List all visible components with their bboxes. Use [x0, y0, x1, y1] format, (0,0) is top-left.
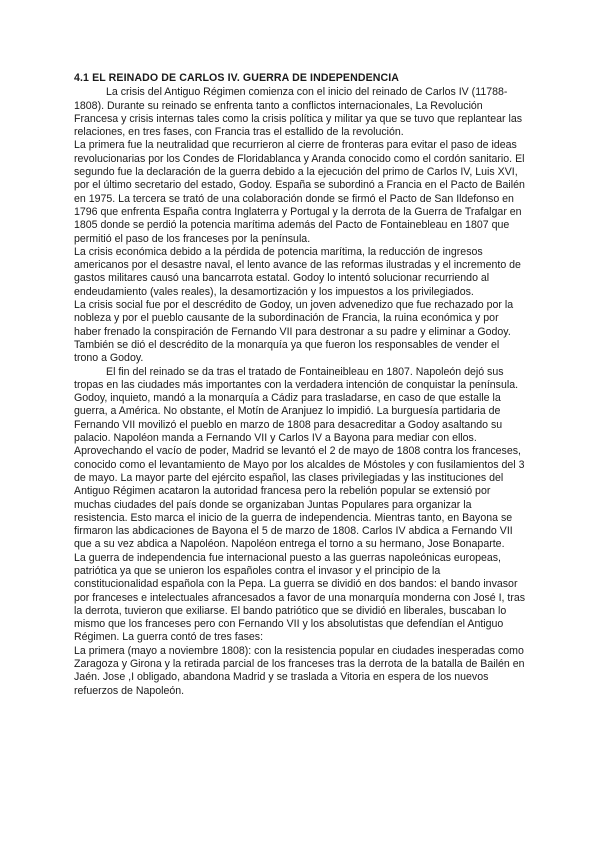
paragraph-social-crisis: La crisis social fue por el descrédito de Godoy, un joven advenedizo que fue rechazado por la nobleza y por el pueblo causante de la subordinación de Francia, la ruina económica y por haber frenado la conspiración de Fernando VII para destronar a su padre y eliminar a Godoy. También se dió el descrédito de la monarquía ya que fueron los responsables de vender el trono a Godoy. [74, 299, 514, 365]
paragraph-political-crisis: La primera fue la neutralidad que recurrieron al cierre de fronteras para evitar el paso de ideas revolucionarias por los Condes de Floridablanca y Aranda conocido como el cordón sanitario. El segundo fue la declaración de la guerra debido a la ejecución del primo de Carlos IV, Luis XVI, por el último secretario del estado, Godoy. España se subordinó a Francia en el Pacto de Bailén en 1975. La tercera se trató de una colaboración donde se firmó el Pacto de San Ildefonso en 1796 que enfrenta España contra Inglaterra y Portugal y la derrota de la Guerra de Trafalgar en 1805 donde se perdió la potencia marítima además del Pacto de Fontainebleau en 1807 que permitió el paso de los franceses por la península. [74, 139, 525, 245]
paragraph-intro: La crisis del Antiguo Régimen comienza con el inicio del reinado de Carlos IV (11788-1808). Durante su reinado se enfrenta tanto a conflictos internacionales, La Revolución Francesa y crisis internas tales como la crisis política y militar ya que se tuvo que replantear las relaciones, en tres fases, con Francia tras el estallido de la revolución. [74, 86, 523, 139]
document-body [74, 72, 526, 698]
paragraph-economic-crisis: La crisis económica debido a la pérdida de potencia marítima, la reducción de ingresos americanos por el desastre naval, el lento avance de las reformas ilustradas y el incremento de gastos militares causó una bancarrota estatal. Godoy lo intentó solucionar recurriendo al endeudamiento (vales reales), la desamortización y los impuestos a los privilegiados. [74, 245, 521, 298]
paragraph-war-of-independence: La guerra de independencia fue internacional puesto a las guerras napoleónicas europeas, patriótica ya que se unieron los españoles contra el invasor y el principio de la constitucionalidad española con la Pepa. La guerra se dividió en dos bandos: el bando invasor por franceses e intelectuales afrancesados a favor de una monarquía monderna con José I, tras la derrota, tuvieron que exiliarse. El bando patriótico que se dividió en liberales, buscaban lo mismo que los franceses pero con Fernando VII y los absolutistas que defendían el Antiguo Régimen. La guerra contó de tres fases: [74, 551, 526, 644]
section-title: 4.1 EL REINADO DE CARLOS IV. GUERRA DE INDEPENDENCIA [74, 72, 400, 84]
paragraph-end-of-reign: El fin del reinado se da tras el tratado de Fontaineibleau en 1807. Napoleón dejó sus tropas en las ciudades más importantes con la verdadera intención de conquistar la península. Godoy, inquieto, mandó a la monarquía a Cádiz para trasladarse, en caso de que estalle la guerra, a América. No obstante, el Motín de Aranjuez lo impidió. La burguesía partidaria de Fernando VII movilizó el pueblo en marzo de 1808 para desacreditar a Godoy asaltando su palacio. Napoléon manda a Fernando VII y Carlos IV a Bayona para mediar con ellos. Aprovechando el vacío de poder, Madrid se levantó el 2 de mayo de 1808 contra los franceses, conocido como el levantamiento de Mayo por los alcaldes de Móstoles y con fusilamientos del 3 de mayo. La mayor parte del ejército español, las clases privilegiadas y las instituciones del Antiguo Régimen acataron la autoridad francesa pero la rebelión popular se extensió por muchas ciudades del país donde se organizaban Juntas Populares para organizar la resistencia. Esto marca el inicio de la guerra de independencia. Mientras tanto, en Bayona se firmaron las abdicaciones de Bayona el 5 de marzo de 1808. Carlos IV abdica a Fernando VII que a su vez abdica a Napoléon. Napoléon entrega el torno a su hermano, Jose Bonaparte. [74, 365, 525, 551]
paragraph-first-phase: La primera (mayo a noviembre 1808): con la resistencia popular en ciudades inesperadas como Zaragoza y Girona y la retirada parcial de los franceses tras la derrota de la batalla de Bailén en Jaén. Jose ,I obligado, abandona Madrid y se traslada a Vitoria en espera de los nuevos refuerzos de Napoleón. [74, 644, 525, 697]
